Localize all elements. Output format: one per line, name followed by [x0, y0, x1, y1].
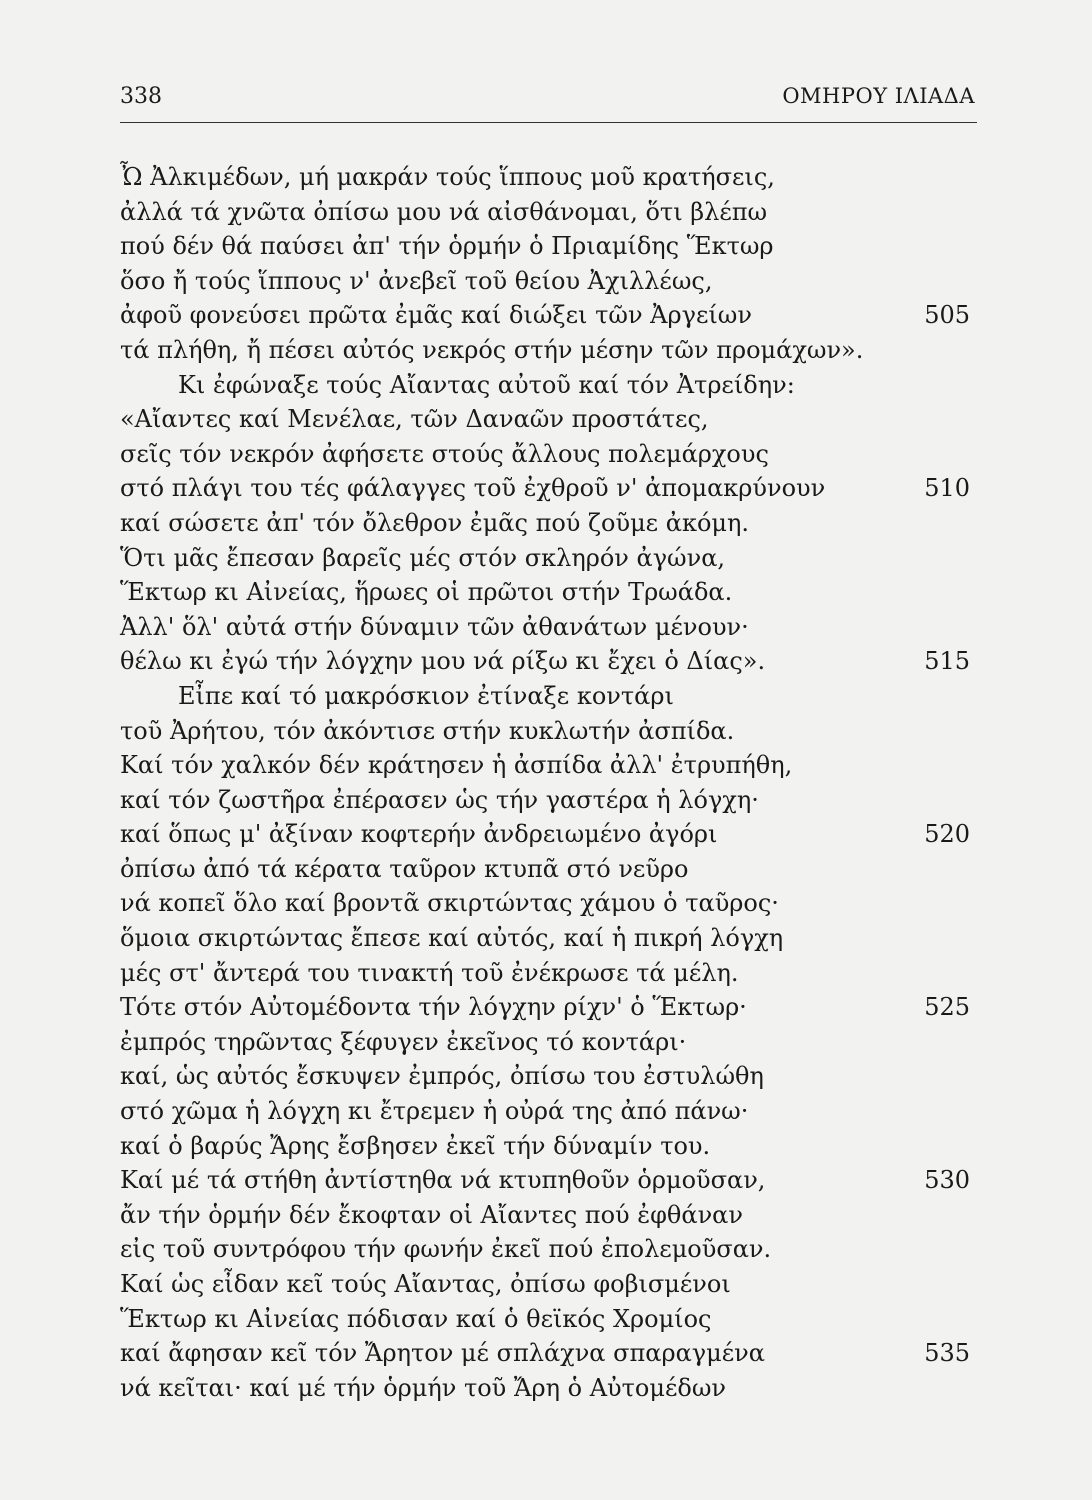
- verse-line: [120, 506, 970, 541]
- verse-line-text: ἀφοῦ φονεύσει πρῶτα ἐμᾶς καί διώξει τῶν Ἀργείων: [120, 301, 752, 330]
- verse-line-text: ὅμοια σκιρτώντας ἔπεσε καί αὐτός, καί ἡ πικρή λόγχη: [120, 924, 784, 953]
- verse-line-text: ἄν τήν ὁρμήν δέν ἔκοφταν οἱ Αἴαντες πού ἐφθάναν: [120, 1200, 743, 1229]
- verse-line-text: καί, ὡς αὐτός ἔσκυψεν ἐμπρός, ὀπίσω του ἐστυλώθη: [120, 1062, 764, 1091]
- verse-line-text: «Αἴαντες καί Μενέλαε, τῶν Δαναῶν προστάτες,: [120, 405, 709, 434]
- verse-line: [120, 783, 970, 818]
- verse-line: [120, 264, 970, 299]
- verse-line-text: καί τόν ζωστῆρα ἐπέρασεν ὡς τήν γαστέρα ἡ λόγχη·: [120, 785, 759, 814]
- verse-line-text: Ὦ Ἀλκιμέδων, μή μακράν τούς ἵππους μοῦ κρατήσεις,: [120, 163, 775, 191]
- verse-line: [120, 195, 970, 230]
- verse-line-text: Ἕκτωρ κι Αἰνείας πόδισαν καί ὁ θεϊκός Χρομίος: [120, 1304, 712, 1333]
- verse-line: [120, 852, 970, 887]
- verse-line: [120, 1336, 970, 1371]
- verse-line-text: ἐμπρός τηρῶντας ξέφυγεν ἐκεῖνος τό κοντάρι·: [120, 1027, 687, 1056]
- line-number: 520: [924, 820, 970, 849]
- verse-line-text: τά πλήθη, ἤ πέσει αὐτός νεκρός στήν μέσην τῶν προμάχων».: [120, 335, 864, 364]
- verse-line: [120, 1302, 970, 1337]
- verse-line: [120, 1267, 970, 1302]
- verse-line-text: στό πλάγι του τές φάλαγγες τοῦ ἐχθροῦ ν' ἀπομακρύνουν: [120, 474, 826, 503]
- verse-line: [120, 1371, 970, 1406]
- verse-line-text: Εἶπε καί τό μακρόσκιον ἐτίναξε κοντάρι: [178, 681, 674, 710]
- verse-line: [120, 402, 970, 437]
- verse-line-text: καί ὅπως μ' ἀξίναν κοφτερήν ἀνδρειωμένο ἀγόρι: [120, 820, 718, 849]
- header-rule: [120, 122, 977, 123]
- page-number: 338: [120, 84, 162, 109]
- verse-line-text: Ἀλλ' ὅλ' αὐτά στήν δύναμιν τῶν ἀθανάτων μένουν·: [120, 612, 749, 641]
- verse-line-text: νά κοπεῖ ὅλο καί βροντᾶ σκιρτώντας χάμου ὁ ταῦρος·: [120, 889, 779, 918]
- verse-line: [120, 1129, 970, 1164]
- verse-line: [120, 1198, 970, 1233]
- verse-line: [120, 748, 970, 783]
- line-number: 515: [924, 647, 970, 676]
- verse-line-text: καί σώσετε ἀπ' τόν ὄλεθρον ἐμᾶς πού ζοῦμε ἀκόμη.: [120, 508, 749, 537]
- verse-line: [120, 956, 970, 991]
- verse-line-text: Καί μέ τά στήθη ἀντίστηθα νά κτυπηθοῦν ὁρμοῦσαν,: [120, 1166, 766, 1195]
- verse-line: [120, 610, 970, 645]
- verse-line-text: σεῖς τόν νεκρόν ἀφήσετε στούς ἄλλους πολεμάρχους: [120, 439, 769, 468]
- verse-line: [120, 679, 970, 714]
- verse-line: [120, 1232, 970, 1267]
- verse-line-text: Καί τόν χαλκόν δέν κράτησεν ἡ ἀσπίδα ἀλλ' ἐτρυπήθη,: [120, 751, 793, 780]
- verse-line: [120, 886, 970, 921]
- verse-line-text: τοῦ Ἀρήτου, τόν ἀκόντισε στήν κυκλωτήν ἀσπίδα.: [120, 716, 735, 745]
- verse-line: [120, 160, 970, 195]
- verse-block: [120, 160, 970, 1405]
- line-number: 510: [924, 474, 970, 503]
- verse-line-text: Ὅτι μᾶς ἔπεσαν βαρεῖς μές στόν σκληρόν ἀγώνα,: [120, 543, 726, 572]
- verse-line-text: εἰς τοῦ συντρόφου τήν φωνήν ἐκεῖ πού ἐπολεμοῦσαν.: [120, 1235, 772, 1264]
- verse-line-text: καί ἄφησαν κεῖ τόν Ἄρητον μέ σπλάχνα σπαραγμένα: [120, 1339, 765, 1368]
- verse-line: [120, 1025, 970, 1060]
- verse-line: [120, 575, 970, 610]
- verse-line: [120, 541, 970, 576]
- verse-line-text: ὀπίσω ἀπό τά κέρατα ταῦρον κτυπᾶ στό νεῦρο: [120, 854, 689, 883]
- verse-line-text: ἀλλά τά χνῶτα ὀπίσω μου νά αἰσθάνομαι, ὅτι βλέπω: [120, 197, 768, 226]
- verse-line: [120, 714, 970, 749]
- verse-line: [120, 471, 970, 506]
- line-number: 505: [924, 301, 970, 330]
- verse-line: [120, 817, 970, 852]
- verse-line: [120, 1094, 970, 1129]
- verse-line: [120, 990, 970, 1025]
- verse-line: [120, 333, 970, 368]
- verse-line: [120, 921, 970, 956]
- verse-line-text: Καί ὡς εἶδαν κεῖ τούς Αἴαντας, ὀπίσω φοβισμένοι: [120, 1270, 731, 1298]
- verse-line-text: θέλω κι ἐγώ τήν λόγχην μου νά ρίξω κι ἔχει ὁ Δίας».: [120, 647, 766, 676]
- running-title: ΟΜΗΡΟΥ ΙΛΙΑΔΑ: [782, 84, 975, 108]
- verse-line-text: νά κεῖται· καί μέ τήν ὁρμήν τοῦ Ἄρη ὁ Αὐτομέδων: [120, 1373, 726, 1402]
- verse-line-text: Τότε στόν Αὐτομέδοντα τήν λόγχην ρίχν' ὁ Ἕκτωρ·: [120, 993, 747, 1022]
- line-number: 530: [924, 1166, 970, 1195]
- verse-line: [120, 644, 970, 679]
- verse-line: [120, 368, 970, 403]
- verse-line-text: μές στ' ἄντερά του τινακτή τοῦ ἐνέκρωσε τά μέλη.: [120, 958, 739, 987]
- verse-line-text: στό χῶμα ἡ λόγχη κι ἔτρεμεν ἡ οὐρά της ἀπό πάνω·: [120, 1097, 749, 1126]
- verse-line-text: πού δέν θά παύσει ἀπ' τήν ὁρμήν ὁ Πριαμίδης Ἕκτωρ: [120, 232, 774, 261]
- verse-line: [120, 437, 970, 472]
- line-number: 535: [924, 1339, 970, 1368]
- verse-line: [120, 298, 970, 333]
- line-number: 525: [924, 993, 970, 1022]
- verse-line: [120, 1163, 970, 1198]
- verse-line: [120, 229, 970, 264]
- verse-line-text: Κι ἐφώναξε τούς Αἴαντας αὐτοῦ καί τόν Ἀτρείδην:: [178, 370, 795, 399]
- verse-line-text: καί ὁ βαρύς Ἄρης ἔσβησεν ἐκεῖ τήν δύναμίν του.: [120, 1131, 711, 1160]
- verse-line: [120, 1059, 970, 1094]
- page-header: [120, 84, 975, 114]
- verse-line-text: ὅσο ἤ τούς ἵππους ν' ἀνεβεῖ τοῦ θείου Ἀχιλλέως,: [120, 266, 713, 295]
- verse-line-text: Ἕκτωρ κι Αἰνείας, ἥρωες οἱ πρῶτοι στήν Τρωάδα.: [120, 578, 733, 607]
